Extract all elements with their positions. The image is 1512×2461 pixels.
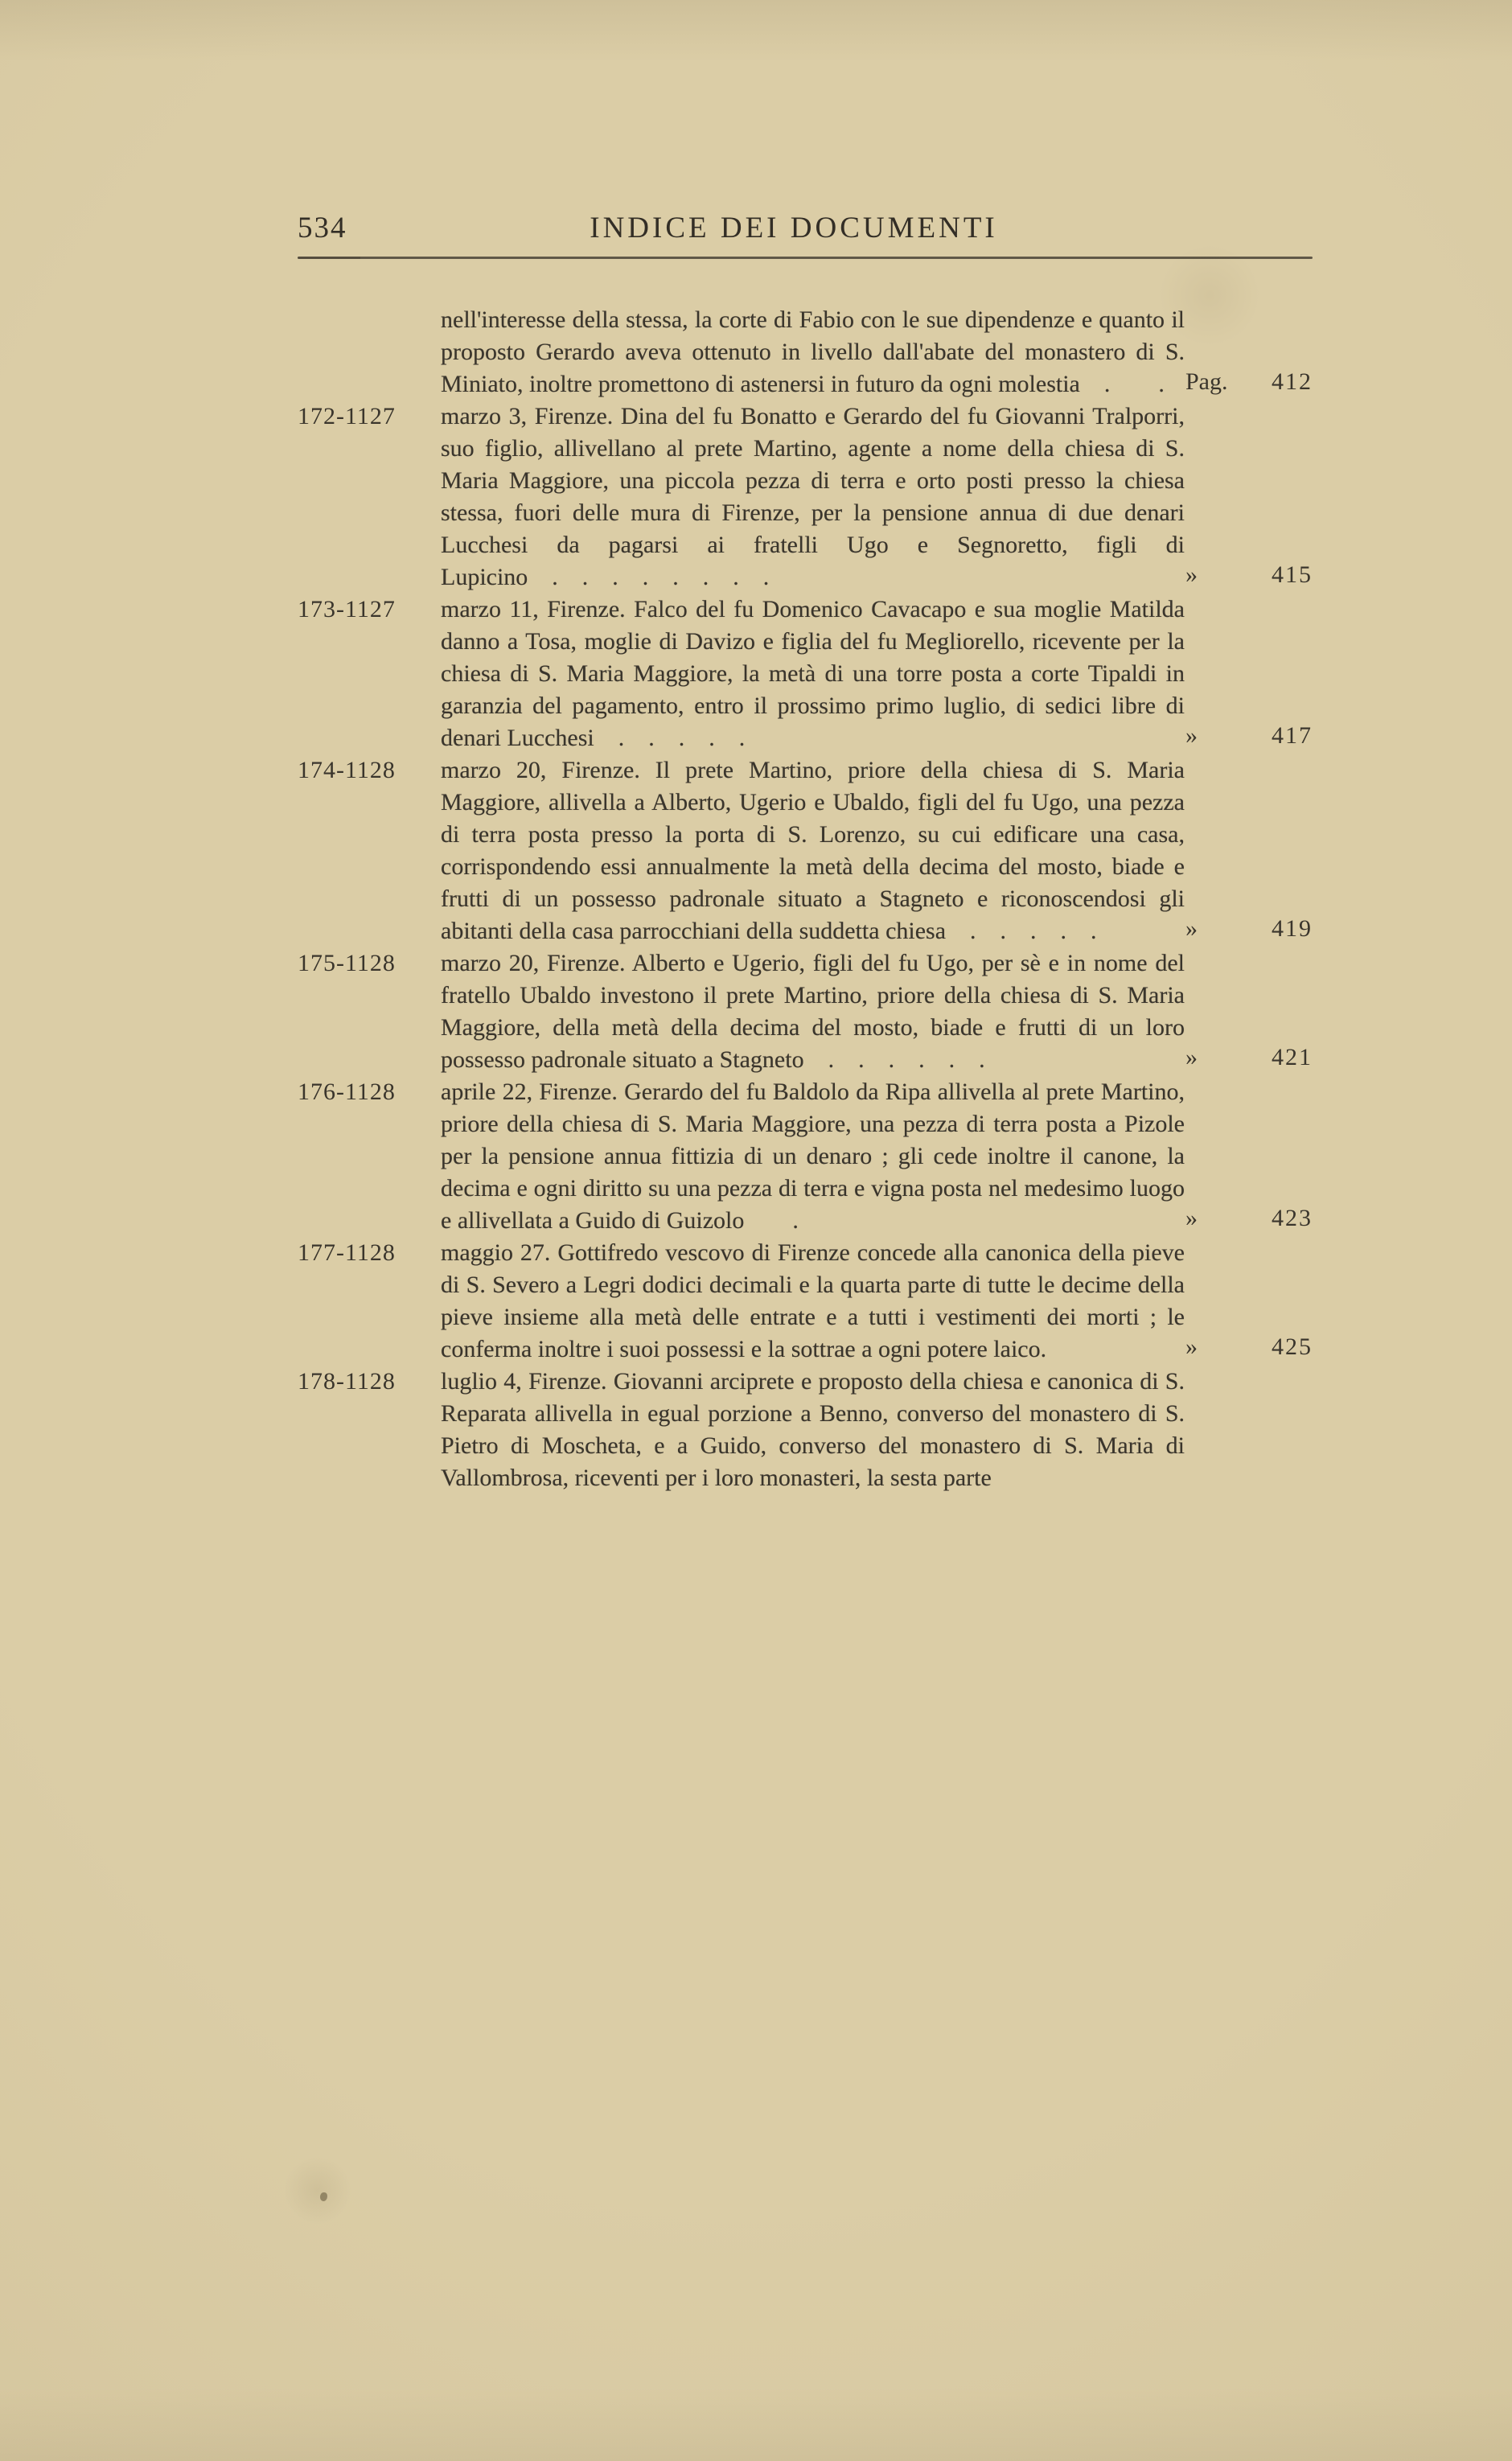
index-entry-172 xyxy=(298,401,1313,594)
page-ref-label: Pag. xyxy=(1185,368,1228,395)
page-ref-label: » xyxy=(1185,1205,1198,1231)
entry-number: 173-1127 xyxy=(298,596,396,622)
folio-number: 534 xyxy=(298,212,347,244)
entry-text: aprile 22, Firenze. Gerardo del fu Baldolo da Ripa allivella al prete Martino, priore della chiesa di S. Maria Maggiore, una pezza di terra posta a Pizole per la pensione annua fittizia di un denaro ; gli cede inoltre il canone, la decima e ogni diritto su una pezza di terra e vigna posta nel medesimo luogo e allivellata a Guido di Guizolo . xyxy=(441,1078,1185,1234)
entry-page-ref xyxy=(1185,720,1313,752)
entry-text: marzo 20, Firenze. Il prete Martino, priore della chiesa di S. Maria Maggiore, allivella a Alberto, Ugerio e Ubaldo, figli del fu Ugo, una pezza di terra posta presso la porta di S. Lorenzo, su cui edificare una casa, corrispondendo essi annualmente la metà della decima del mosto, biade e frutti di un possesso padronale situato a Stagneto e riconoscendosi gli abitanti della casa parrocchiani della suddetta chiesa . . . . . xyxy=(441,757,1185,944)
index-entry-175 xyxy=(298,947,1313,1076)
index-entry-173 xyxy=(298,594,1313,754)
entry-page-ref xyxy=(1185,559,1313,591)
page-ref-label: » xyxy=(1185,915,1198,942)
page-ref-number: 425 xyxy=(1272,1333,1313,1360)
index-entry-174 xyxy=(298,754,1313,947)
page-ref-number: 421 xyxy=(1272,1044,1313,1070)
entry-text: marzo 11, Firenze. Falco del fu Domenico Cavacapo e sua moglie Matilda danno a Tosa, moglie di Davizo e figlia del fu Megliorello, ricevente per la chiesa di S. Maria Maggiore, la metà di una torre posta a corte Tipaldi in garanzia del pagamento, entro il prossimo primo luglio, di sedici libre di denari Lucchesi . . . . . xyxy=(441,596,1185,751)
page-ref-number: 415 xyxy=(1272,561,1313,588)
entry-text: marzo 3, Firenze. Dina del fu Bonatto e Gerardo del fu Giovanni Tralporri, suo figlio, allivellano al prete Martino, agente a nome della chiesa di S. Maria Maggiore, una piccola pezza di terra e orto posti presso la chiesa stessa, fuori delle mura di Firenze, per la pensione annua di due denari Lucchesi da pagarsi ai fratelli Ugo e Segnoretto, figli di Lupicino . . . . . . . . xyxy=(441,403,1185,590)
page-ref-number: 423 xyxy=(1272,1205,1313,1231)
header-rule xyxy=(298,257,1313,259)
page-ref-number: 417 xyxy=(1272,722,1313,749)
entry-number: 175-1128 xyxy=(298,950,396,976)
page-title: INDICE DEI DOCUMENTI xyxy=(590,212,998,244)
entry-page-ref xyxy=(1185,1042,1313,1074)
entry-number: 172-1127 xyxy=(298,403,396,429)
paper-speck xyxy=(320,2192,327,2201)
page-ref-label: » xyxy=(1185,1333,1198,1360)
index-entry-178 xyxy=(298,1366,1313,1494)
entry-page-ref xyxy=(1185,913,1313,945)
page-ref-label: » xyxy=(1185,1044,1198,1070)
entry-number: 176-1128 xyxy=(298,1078,396,1105)
entry-page-ref xyxy=(1185,1331,1313,1363)
entry-text: marzo 20, Firenze. Alberto e Ugerio, figli del fu Ugo, per sè e in nome del fratello Ubaldo investono il prete Martino, priore della chiesa di S. Maria Maggiore, della metà della decima del mosto, biade e frutti di un loro possesso padronale situato a Stagneto . . . . . . xyxy=(441,950,1185,1073)
entry-number: 174-1128 xyxy=(298,757,396,783)
index-entry-176 xyxy=(298,1076,1313,1237)
page-ref-number: 412 xyxy=(1272,368,1313,395)
page-ref-number: 419 xyxy=(1272,915,1313,942)
page-content xyxy=(298,211,1313,1494)
entry-text: luglio 4, Firenze. Giovanni arciprete e proposto della chiesa e canonica di S. Reparata allivella in egual porzione a Benno, converso del monastero di S. Pietro di Moscheta, e a Guido, converso del monastero di S. Maria di Vallombrosa, riceventi per i loro monasteri, la sesta parte xyxy=(441,1368,1185,1491)
entry-page-ref xyxy=(1185,366,1313,398)
entry-number: 178-1128 xyxy=(298,1368,396,1395)
index-entry-177 xyxy=(298,1237,1313,1366)
entry-page-ref xyxy=(1185,1202,1313,1235)
entry-text: nell'interesse della stessa, la corte di Fabio con le sue dipendenze e quanto il proposto Gerardo aveva ottenuto in livello dall'abate del monastero di S. Miniato, inoltre promettono di astenersi in futuro da ogni molestia . . xyxy=(441,306,1185,397)
page-ref-label: » xyxy=(1185,561,1198,588)
page-header xyxy=(298,211,1313,245)
page-ref-label: » xyxy=(1185,722,1198,749)
index-entry-continuation xyxy=(298,304,1313,401)
entry-number: 177-1128 xyxy=(298,1239,396,1266)
index-entries xyxy=(298,304,1313,1494)
entry-text: maggio 27. Gottifredo vescovo di Firenze concede alla canonica della pieve di S. Severo a Legri dodici decimali e la quarta parte di tutte le decime della pieve insieme alla metà delle entrate e a tutti i vestimenti dei morti ; le conferma inoltre i suoi possessi e la sottrae a ogni potere laico. xyxy=(441,1239,1185,1362)
